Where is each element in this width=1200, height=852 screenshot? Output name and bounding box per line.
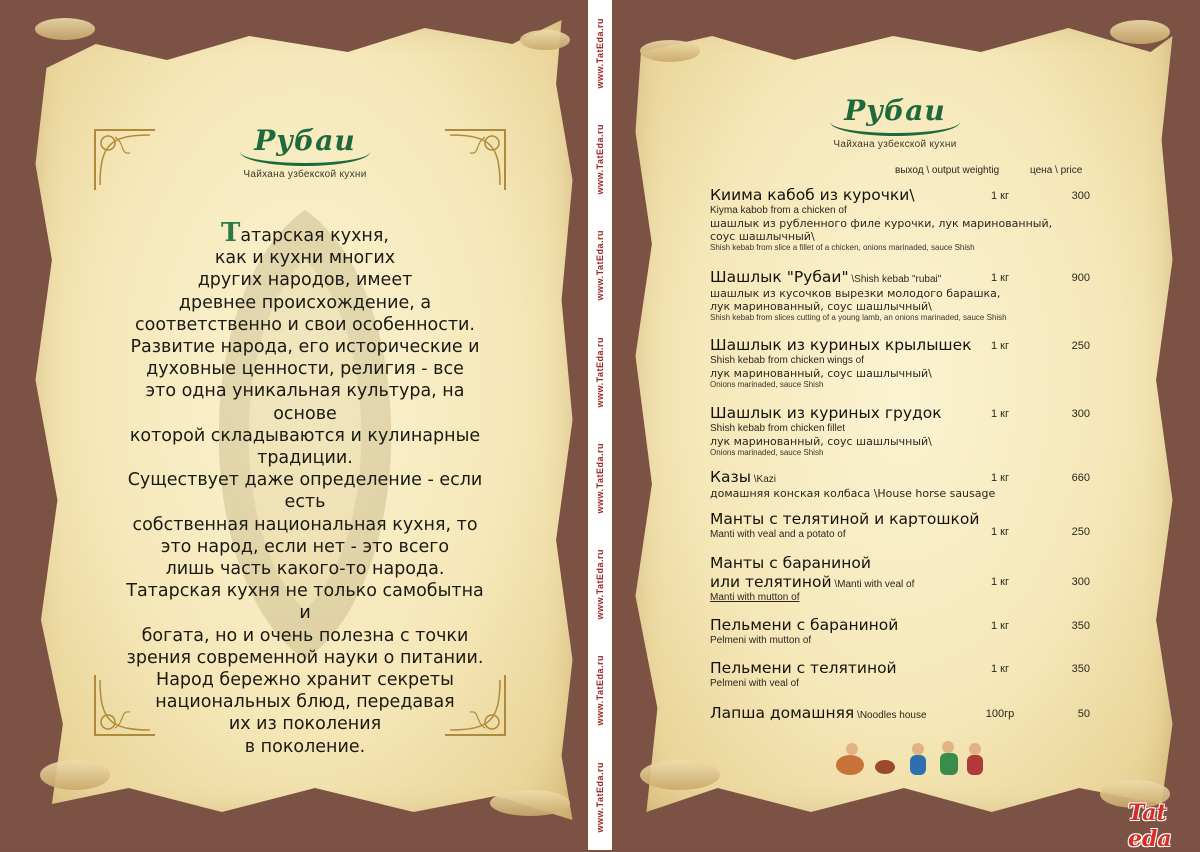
item-desc: шашлык из кусочков вырезки молодого барашка, [710,287,1001,300]
item-price: 300 [1071,576,1090,588]
item-qty: 1 кг [991,408,1009,420]
menu-item [710,554,1090,604]
menu-item [710,336,1090,390]
menu-item [710,616,1090,647]
watermark-strip [594,0,606,850]
item-price: 900 [1071,272,1090,284]
item-qty: 1 кг [991,272,1009,284]
logo-subtitle: Чайхана узбекской кухни [243,169,367,180]
scroll-curl [35,18,95,40]
item-name-en: \Noodles house [854,710,927,721]
item-name: Пельмени с бараниной [710,616,899,634]
watermark-text: www.TatEda.ru [595,124,605,195]
item-name: Манты с бараниной [710,554,871,572]
item-price: 660 [1071,472,1090,484]
item-desc: Pelmeni with mutton of [710,635,812,646]
item-qty: 1 кг [991,472,1009,484]
item-price: 350 [1071,663,1090,675]
item-desc: лук маринованный, соус шашлычный\ [710,435,932,448]
logo [180,122,430,180]
intro-line: которой складываются и кулинарные традиции. [129,425,481,469]
scroll-curl [1110,20,1170,44]
watermark-text: www.TatEda.ru [595,442,605,514]
item-price: 250 [1071,526,1090,538]
menu-item [710,404,1090,458]
item-price: 300 [1071,190,1090,202]
intro-line: Развитие народа, его исторические и [130,337,480,358]
ornament-corner-icon [440,125,510,195]
item-desc: шашлык из рубленного филе курочки, лук маринованный, [710,217,1053,230]
intro-line: духовные ценности, религия - все [146,359,464,380]
watermark-text: www.TatEda.ru [595,761,605,833]
intro-line: Татарская кухня, [221,218,389,248]
intro-line: других народов, имеет [197,270,413,291]
item-qty: 1 кг [991,190,1009,202]
intro-line: богата, но и очень полезна с точки [141,625,469,646]
item-price: 350 [1071,620,1090,632]
item-price: 300 [1071,408,1090,420]
column-header-output: выход \ output weightig [895,165,1000,176]
item-desc: лук маринованный, соус шашлычный\ [710,300,932,313]
item-name: Шашлык "Рубаи" [710,268,849,286]
item-name-en: \Kazi [750,474,776,485]
tateda-logo: Tat eda [1128,800,1172,852]
intro-line: как и кухни многих [214,248,396,269]
menu-item [710,510,1090,541]
item-name: Шашлык из куриных грудок [710,404,942,422]
item-name: Киима кабоб из курочки\ [710,186,915,204]
item-desc: Manti with mutton of [710,592,800,603]
logo-title: Рубаи [844,94,946,127]
intro-text [120,218,490,758]
scroll-curl [640,760,720,790]
intro-line: это одна уникальная культура, на основе [145,381,465,424]
item-desc: Onions marinaded, sauce Shish [710,448,824,457]
logo [770,92,1020,150]
intro-line: зрения современной науки о питании. [126,647,484,668]
intro-line: лишь часть какого-то народа. [165,559,445,580]
item-desc: Shish kebab from chicken fillet [710,423,846,434]
item-name: Казы [710,468,751,486]
item-desc: Shish kebab from slices cutting of a young lamb, an onions marinaded, sauce Shish [710,313,1007,322]
intro-line: национальных блюд, передавая [155,692,455,713]
drop-cap: Т [221,218,241,248]
item-price: 50 [1077,708,1090,720]
logo-subtitle: Чайхана узбекской кухни [833,139,957,150]
scroll-curl [40,760,110,790]
item-desc: Shish kebab from chicken wings of [710,355,864,366]
intro-line: их из поколения [228,714,382,735]
item-qty: 1 кг [991,526,1009,538]
intro-line: Народ бережно хранит секреты [156,670,454,691]
intro-line: в поколение. [244,736,366,757]
scroll-curl [490,790,570,816]
item-desc: домашняя конская колбаса \House horse sausage [710,487,996,500]
item-name-en: \Shish kebab "rubai" [848,274,942,285]
menu-item [710,186,1090,253]
item-desc: Manti with veal and a potato of [710,529,846,540]
item-desc: Kiyma kabob from a chicken of [710,205,847,216]
item-qty: 100гр [985,708,1015,720]
scroll-curl [520,30,570,50]
menu-item [710,268,1090,323]
people-illustration-icon [830,735,990,780]
item-desc: Shish kebab from slice a fillet of a chicken, onions marinaded, sauce Shish [710,243,975,252]
item-name-en: \Manti with veal of [831,579,915,590]
watermark-text: www.TatEda.ru [595,655,605,726]
item-name: Манты с телятиной и картошкой [710,510,980,528]
item-qty: 1 кг [991,663,1009,675]
intro-line: собственная национальная кухня, то [132,514,478,535]
item-desc: лук маринованный, соус шашлычный\ [710,367,932,380]
item-desc: Onions marinaded, sauce Shish [710,380,824,389]
item-name: Пельмени с телятиной [710,659,897,677]
item-desc: Pelmeni with veal of [710,678,799,689]
item-price: 250 [1071,340,1090,352]
intro-line: Существует даже определение - если есть [127,470,483,513]
menu-item [710,468,1090,500]
menu-item [710,704,1090,723]
item-name: Лапша домашняя [710,704,855,722]
intro-line: соответственно и свои особенности. [134,314,475,335]
item-name: или телятиной [710,573,832,591]
watermark-text: www.TatEda.ru [595,336,605,408]
watermark-text: www.TatEda.ru [595,17,605,89]
item-desc: соус шашлычный\ [710,230,815,243]
item-qty: 1 кг [991,576,1009,588]
item-qty: 1 кг [991,620,1009,632]
ornament-corner-icon [90,125,160,195]
intro-line: древнее происхождение, а [178,292,432,313]
scroll-curl [640,40,700,62]
column-header-price: цена \ price [1030,165,1083,176]
item-qty: 1 кг [991,340,1009,352]
logo-title: Рубаи [254,124,356,157]
watermark-text: www.TatEda.ru [595,230,605,301]
intro-line: Татарская кухня не только самобытна и [126,581,484,624]
menu-item [710,659,1090,690]
watermark-text: www.TatEda.ru [595,549,605,620]
intro-line: это народ, если нет - это всего [160,536,450,557]
item-name: Шашлык из куриных крылышек [710,336,972,354]
